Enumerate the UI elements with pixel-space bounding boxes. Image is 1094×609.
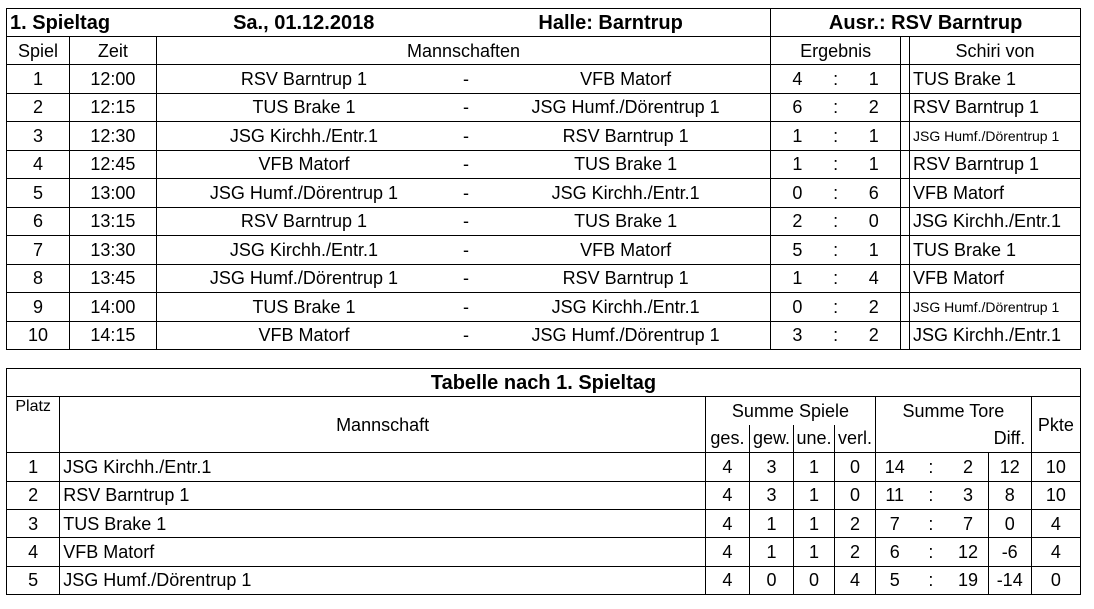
standings-body: [7, 453, 1081, 595]
home-goals: 1: [771, 264, 824, 293]
referee-team: TUS Brake 1: [909, 65, 1080, 94]
goals-for: 14: [876, 453, 914, 481]
game-time: 12:30: [69, 122, 156, 151]
home-goals: 1: [771, 150, 824, 179]
game-number: 5: [7, 179, 70, 208]
home-goals: 5: [771, 236, 824, 265]
games-won: 3: [749, 453, 793, 481]
place: 3: [7, 509, 60, 537]
games-played: 4: [705, 481, 749, 509]
away-goals: 1: [848, 122, 901, 151]
col-points: Pkte: [1031, 397, 1080, 453]
away-team: JSG Humf./Dörentrup 1: [481, 93, 771, 122]
away-team: RSV Barntrup 1: [481, 264, 771, 293]
game-time: 12:00: [69, 65, 156, 94]
home-team: RSV Barntrup 1: [156, 207, 451, 236]
referee-team: RSV Barntrup 1: [909, 150, 1080, 179]
col-goals: Summe Tore: [876, 397, 1032, 425]
standings-title: Tabelle nach 1. Spieltag: [7, 369, 1081, 397]
games-won: 1: [749, 538, 793, 566]
vs-separator: -: [451, 207, 481, 236]
game-time: 12:45: [69, 150, 156, 179]
score-colon: :: [824, 236, 848, 265]
home-goals: 0: [771, 179, 824, 208]
game-row: [7, 93, 1081, 122]
place: 1: [7, 453, 60, 481]
game-row: [7, 264, 1081, 293]
away-team: JSG Kirchh./Entr.1: [481, 179, 771, 208]
standings-table: [6, 368, 1081, 595]
points: 10: [1031, 481, 1080, 509]
score-colon: :: [824, 150, 848, 179]
home-team: TUS Brake 1: [156, 293, 451, 322]
score-colon: :: [824, 207, 848, 236]
home-goals: 2: [771, 207, 824, 236]
spacer-cell: [901, 293, 910, 322]
team-name: JSG Kirchh./Entr.1: [60, 453, 706, 481]
games-drawn: 1: [794, 481, 835, 509]
standings-row: [7, 566, 1081, 594]
home-team: JSG Humf./Dörentrup 1: [156, 264, 451, 293]
home-team: RSV Barntrup 1: [156, 65, 451, 94]
vs-separator: -: [451, 150, 481, 179]
home-team: TUS Brake 1: [156, 93, 451, 122]
sub-diff: Diff.: [988, 425, 1031, 453]
game-time: 13:00: [69, 179, 156, 208]
game-row: [7, 65, 1081, 94]
away-goals: 1: [848, 236, 901, 265]
place: 2: [7, 481, 60, 509]
games-lost: 2: [835, 509, 876, 537]
away-team: JSG Kirchh./Entr.1: [481, 293, 771, 322]
team-name: VFB Matorf: [60, 538, 706, 566]
game-time: 13:30: [69, 236, 156, 265]
game-time: 14:00: [69, 293, 156, 322]
vs-separator: -: [451, 264, 481, 293]
home-team: VFB Matorf: [156, 321, 451, 350]
home-team: JSG Humf./Dörentrup 1: [156, 179, 451, 208]
referee-team: JSG Humf./Dörentrup 1: [909, 293, 1080, 322]
goals-colon: :: [913, 509, 948, 537]
games-drawn: 1: [794, 453, 835, 481]
referee-team: RSV Barntrup 1: [909, 93, 1080, 122]
games-won: 1: [749, 509, 793, 537]
away-team: TUS Brake 1: [481, 207, 771, 236]
sub-total: ges.: [705, 425, 749, 453]
spacer-cell: [901, 93, 910, 122]
home-goals: 4: [771, 65, 824, 94]
team-name: RSV Barntrup 1: [60, 481, 706, 509]
game-number: 3: [7, 122, 70, 151]
score-colon: :: [824, 65, 848, 94]
score-colon: :: [824, 179, 848, 208]
game-time: 13:45: [69, 264, 156, 293]
col-games: Summe Spiele: [705, 397, 875, 425]
away-goals: 4: [848, 264, 901, 293]
goals-colon: :: [913, 481, 948, 509]
games-lost: 2: [835, 538, 876, 566]
game-row: [7, 150, 1081, 179]
away-team: JSG Humf./Dörentrup 1: [481, 321, 771, 350]
goals-against: 7: [948, 509, 988, 537]
game-time: 12:15: [69, 93, 156, 122]
sub-goals-empty: [876, 425, 989, 453]
referee-team: JSG Humf./Dörentrup 1: [909, 122, 1080, 151]
goals-for: 7: [876, 509, 914, 537]
schedule-table: [6, 8, 1081, 350]
referee-team: TUS Brake 1: [909, 236, 1080, 265]
sub-lost: verl.: [835, 425, 876, 453]
match-date: Sa., 01.12.2018: [156, 9, 451, 37]
goals-for: 5: [876, 566, 914, 594]
goal-diff: -14: [988, 566, 1031, 594]
hall-label: Halle: Barntrup: [451, 9, 771, 37]
game-number: 9: [7, 293, 70, 322]
games-played: 4: [705, 566, 749, 594]
away-goals: 0: [848, 207, 901, 236]
col-teams: Mannschaften: [156, 37, 770, 65]
goals-against: 3: [948, 481, 988, 509]
game-row: [7, 179, 1081, 208]
referee-team: VFB Matorf: [909, 264, 1080, 293]
team-name: TUS Brake 1: [60, 509, 706, 537]
score-colon: :: [824, 293, 848, 322]
away-team: VFB Matorf: [481, 65, 771, 94]
col-result: Ergebnis: [771, 37, 901, 65]
referee-team: VFB Matorf: [909, 179, 1080, 208]
spacer-cell: [901, 179, 910, 208]
games-body: [7, 65, 1081, 350]
score-colon: :: [824, 321, 848, 350]
away-goals: 2: [848, 321, 901, 350]
spacer-cell: [901, 122, 910, 151]
goals-colon: :: [913, 566, 948, 594]
away-goals: 2: [848, 93, 901, 122]
games-won: 0: [749, 566, 793, 594]
home-goals: 3: [771, 321, 824, 350]
games-lost: 0: [835, 453, 876, 481]
games-lost: 0: [835, 481, 876, 509]
team-name: JSG Humf./Dörentrup 1: [60, 566, 706, 594]
sub-draw: une.: [794, 425, 835, 453]
score-colon: :: [824, 93, 848, 122]
goal-diff: 12: [988, 453, 1031, 481]
col-place: Platz: [7, 397, 60, 453]
game-number: 2: [7, 93, 70, 122]
goals-for: 6: [876, 538, 914, 566]
game-number: 1: [7, 65, 70, 94]
game-row: [7, 321, 1081, 350]
vs-separator: -: [451, 293, 481, 322]
games-won: 3: [749, 481, 793, 509]
spacer-cell: [901, 207, 910, 236]
away-team: RSV Barntrup 1: [481, 122, 771, 151]
game-time: 13:15: [69, 207, 156, 236]
game-row: [7, 293, 1081, 322]
game-number: 8: [7, 264, 70, 293]
score-colon: :: [824, 122, 848, 151]
standings-header-row: [7, 397, 1081, 425]
schedule-title-row: [7, 9, 1081, 37]
goal-diff: 8: [988, 481, 1031, 509]
home-team: JSG Kirchh./Entr.1: [156, 236, 451, 265]
standings-row: [7, 481, 1081, 509]
home-goals: 1: [771, 122, 824, 151]
game-row: [7, 236, 1081, 265]
game-number: 6: [7, 207, 70, 236]
points: 4: [1031, 509, 1080, 537]
points: 4: [1031, 538, 1080, 566]
goals-for: 11: [876, 481, 914, 509]
spacer-cell: [901, 37, 910, 65]
away-goals: 1: [848, 150, 901, 179]
referee-team: JSG Kirchh./Entr.1: [909, 321, 1080, 350]
away-goals: 6: [848, 179, 901, 208]
games-played: 4: [705, 509, 749, 537]
spacer-cell: [901, 264, 910, 293]
away-team: VFB Matorf: [481, 236, 771, 265]
points: 10: [1031, 453, 1080, 481]
home-goals: 0: [771, 293, 824, 322]
col-referee: Schiri von: [909, 37, 1080, 65]
away-goals: 1: [848, 65, 901, 94]
games-played: 4: [705, 538, 749, 566]
vs-separator: -: [451, 93, 481, 122]
away-goals: 2: [848, 293, 901, 322]
goals-against: 2: [948, 453, 988, 481]
home-team: JSG Kirchh./Entr.1: [156, 122, 451, 151]
games-played: 4: [705, 453, 749, 481]
games-lost: 4: [835, 566, 876, 594]
goals-against: 12: [948, 538, 988, 566]
referee-team: JSG Kirchh./Entr.1: [909, 207, 1080, 236]
game-row: [7, 207, 1081, 236]
matchday-title: 1. Spieltag: [7, 9, 157, 37]
standings-title-row: [7, 369, 1081, 397]
points: 0: [1031, 566, 1080, 594]
goals-colon: :: [913, 538, 948, 566]
col-time: Zeit: [69, 37, 156, 65]
score-colon: :: [824, 264, 848, 293]
game-number: 7: [7, 236, 70, 265]
host-label: Ausr.: RSV Barntrup: [771, 9, 1081, 37]
spacer-cell: [901, 65, 910, 94]
games-drawn: 1: [794, 509, 835, 537]
col-game: Spiel: [7, 37, 70, 65]
games-drawn: 0: [794, 566, 835, 594]
standings-row: [7, 538, 1081, 566]
goal-diff: 0: [988, 509, 1031, 537]
vs-separator: -: [451, 65, 481, 94]
sub-won: gew.: [749, 425, 793, 453]
vs-separator: -: [451, 236, 481, 265]
game-number: 10: [7, 321, 70, 350]
goals-colon: :: [913, 453, 948, 481]
spacer-cell: [901, 150, 910, 179]
col-team: Mannschaft: [60, 397, 706, 453]
home-goals: 6: [771, 93, 824, 122]
away-team: TUS Brake 1: [481, 150, 771, 179]
goal-diff: -6: [988, 538, 1031, 566]
schedule-header-row: [7, 37, 1081, 65]
place: 5: [7, 566, 60, 594]
game-row: [7, 122, 1081, 151]
games-drawn: 1: [794, 538, 835, 566]
vs-separator: -: [451, 321, 481, 350]
vs-separator: -: [451, 122, 481, 151]
standings-row: [7, 509, 1081, 537]
standings-row: [7, 453, 1081, 481]
vs-separator: -: [451, 179, 481, 208]
home-team: VFB Matorf: [156, 150, 451, 179]
goals-against: 19: [948, 566, 988, 594]
spacer-cell: [901, 236, 910, 265]
game-number: 4: [7, 150, 70, 179]
game-time: 14:15: [69, 321, 156, 350]
place: 4: [7, 538, 60, 566]
spacer-cell: [901, 321, 910, 350]
